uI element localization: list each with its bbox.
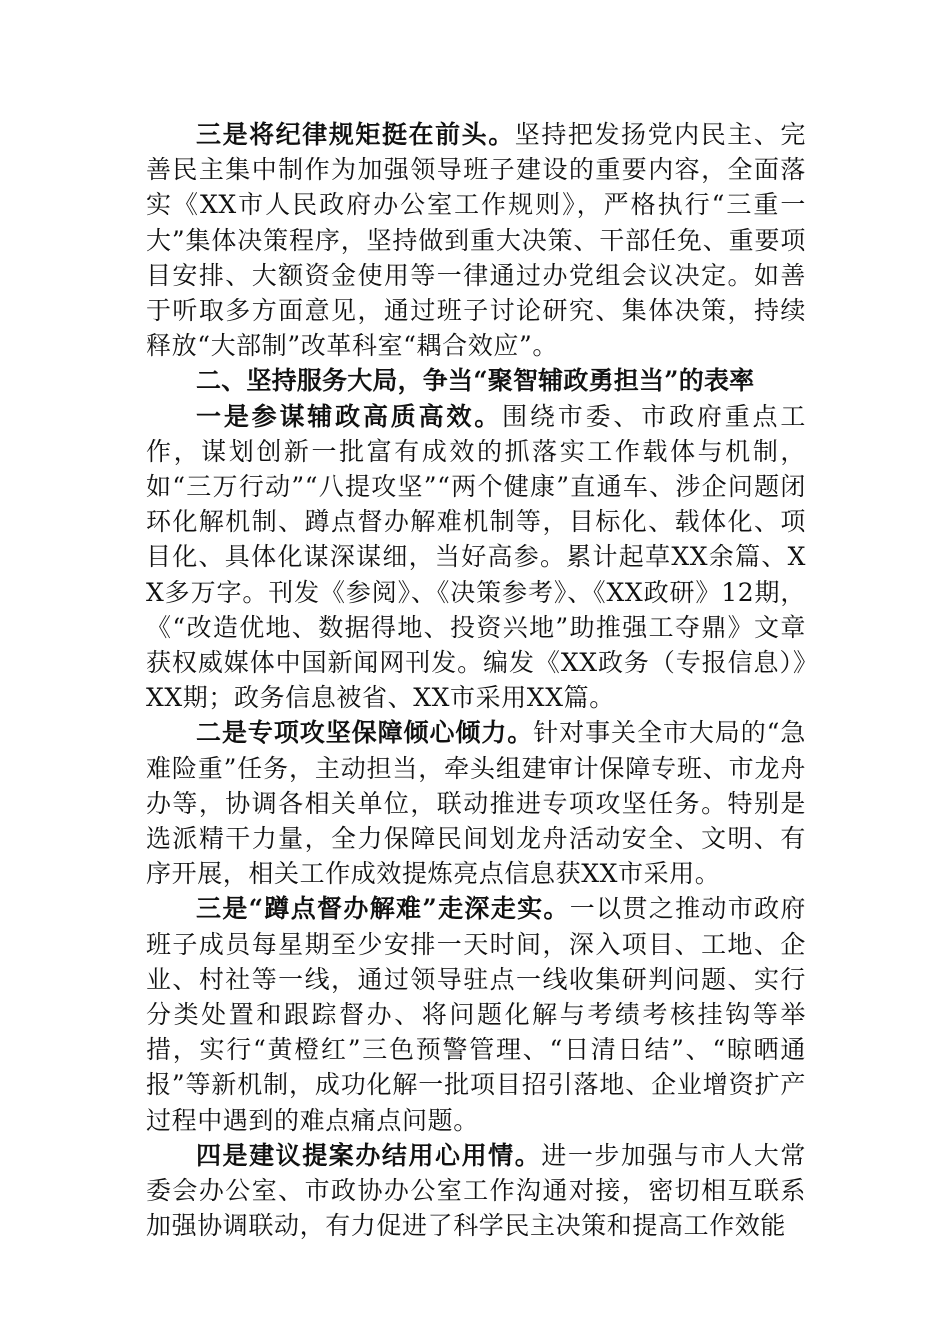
paragraph-lead: 二是专项攻坚保障倾心倾力。 <box>196 718 534 748</box>
paragraph-body: 一以贯之推动市政府班子成员每星期至少安排一天时间，深入项目、工地、企业、村社等一线，通过领导驻点一线收集研判问题、实行分类处置和跟踪督办、将问题化解与考绩考核挂钩等举措，实行“黄橙红”三色预警管理、“日清日结”、“晾晒通报”等新机制，成功化解一批项目招引落地、企业增资扩产过程中遇到的难点痛点问题。 <box>146 894 807 1135</box>
paragraph-discipline-rules <box>146 117 806 363</box>
paragraph-lead: 三是“蹲点督办解难”走深走实。 <box>196 894 570 924</box>
paragraph-body: 坚持把发扬党内民主、完善民主集中制作为加强领导班子建设的重要内容，全面落实《XX市人民政府办公室工作规则》，严格执行“三重一大”集体决策程序，坚持做到重大决策、干部任免、重要项目安排、大额资金使用等一律通过办党组会议决定。如善于听取多方面意见，通过班子讨论研究、集体决策，持续释放“大部制”改革科室“耦合效应”。 <box>146 120 806 361</box>
paragraph-proposals-handling <box>146 1138 806 1244</box>
document-page <box>146 117 806 1244</box>
paragraph-lead: 三是将纪律规矩挺在前头。 <box>196 120 515 149</box>
section-heading: 二、坚持服务大局，争当“聚智辅政勇担当”的表率 <box>196 366 755 396</box>
paragraph-advisory-work <box>146 399 806 716</box>
paragraph-lead: 一是参谋辅政高质高效。 <box>196 401 503 431</box>
paragraph-body: 进一步加强与市人大常委会办公室、市政协办公室工作沟通对接，密切相互联系加强协调联动，有力促进了科学民主决策和提高工作效能 <box>146 1140 806 1241</box>
paragraph-body: 针对事关全市大局的“急难险重”任务，主动担当，牵头组建审计保障专班、市龙舟办等，协调各相关单位，联动推进专项攻坚任务。特别是选派精干力量，全力保障民间划龙舟活动安全、文明、有序开展，相关工作成效提炼亮点信息获XX市采用。 <box>146 718 806 889</box>
paragraph-field-supervision <box>146 891 806 1137</box>
paragraph-special-tasks <box>146 715 806 891</box>
paragraph-lead: 四是建议提案办结用心用情。 <box>196 1140 542 1170</box>
paragraph-body: 围绕市委、市政府重点工作，谋划创新一批富有成效的抓落实工作载体与机制，如“三万行动”“八提攻坚”“两个健康”直通车、涉企问题闭环化解机制、蹲点督办解难机制等，目标化、载体化、项目化、具体化谋深谋细，当好高参。累计起草XX余篇、XX多万字。刊发《参阅》、《决策参考》、《XX政研》12期，《“改造优地、数据得地、投资兴地”助推强工夺鼎》文章获权威媒体中国新闻网刊发。编发《XX政务（专报信息）》XX期；政务信息被省、XX市采用XX篇。 <box>146 401 806 713</box>
